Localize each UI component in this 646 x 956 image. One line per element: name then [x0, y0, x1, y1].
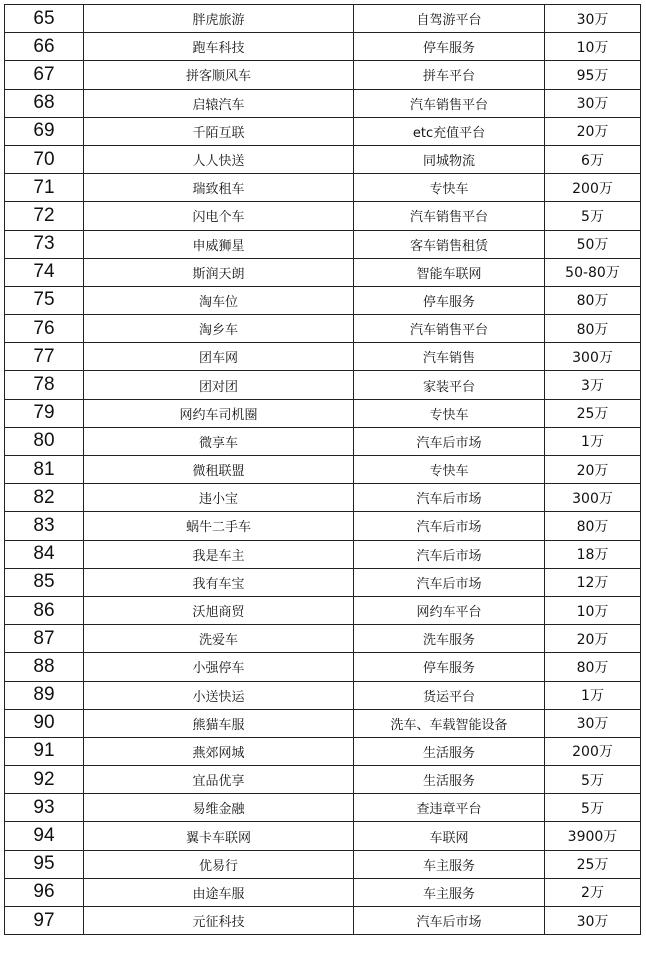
table-row — [5, 681, 641, 709]
table-row — [5, 61, 641, 89]
row-number-cell: 69 — [5, 117, 84, 145]
company-name-cell: 小送快运 — [84, 681, 354, 709]
table-row — [5, 117, 641, 145]
table-row — [5, 371, 641, 399]
category-cell: 同城物流 — [354, 145, 545, 173]
table-row — [5, 258, 641, 286]
category-cell: 汽车后市场 — [354, 512, 545, 540]
table-row — [5, 878, 641, 906]
category-cell: 客车销售租赁 — [354, 230, 545, 258]
company-name-cell: 千陌互联 — [84, 117, 354, 145]
row-number-cell: 82 — [5, 484, 84, 512]
row-number-cell: 81 — [5, 456, 84, 484]
amount-cell: 50万 — [545, 230, 641, 258]
company-name-cell: 翼卡车联网 — [84, 822, 354, 850]
table-row — [5, 907, 641, 935]
row-number-cell: 66 — [5, 33, 84, 61]
category-cell: 汽车后市场 — [354, 540, 545, 568]
table-row — [5, 596, 641, 624]
row-number-cell: 74 — [5, 258, 84, 286]
table-row — [5, 568, 641, 596]
row-number-cell: 78 — [5, 371, 84, 399]
category-cell: 车联网 — [354, 822, 545, 850]
row-number-cell: 94 — [5, 822, 84, 850]
category-cell: 汽车销售平台 — [354, 315, 545, 343]
row-number-cell: 79 — [5, 399, 84, 427]
amount-cell: 5万 — [545, 794, 641, 822]
category-cell: 停车服务 — [354, 653, 545, 681]
table-row — [5, 512, 641, 540]
row-number-cell: 96 — [5, 878, 84, 906]
amount-cell: 3900万 — [545, 822, 641, 850]
row-number-cell: 77 — [5, 343, 84, 371]
amount-cell: 10万 — [545, 33, 641, 61]
company-name-cell: 瑞致租车 — [84, 174, 354, 202]
category-cell: 生活服务 — [354, 737, 545, 765]
table-row — [5, 484, 641, 512]
table-row — [5, 145, 641, 173]
amount-cell: 80万 — [545, 315, 641, 343]
amount-cell: 20万 — [545, 625, 641, 653]
amount-cell: 25万 — [545, 850, 641, 878]
amount-cell: 20万 — [545, 117, 641, 145]
table-row — [5, 33, 641, 61]
row-number-cell: 80 — [5, 427, 84, 455]
row-number-cell: 88 — [5, 653, 84, 681]
table-row — [5, 709, 641, 737]
company-name-cell: 我是车主 — [84, 540, 354, 568]
row-number-cell: 86 — [5, 596, 84, 624]
row-number-cell: 91 — [5, 737, 84, 765]
row-number-cell: 89 — [5, 681, 84, 709]
company-name-cell: 洗爱车 — [84, 625, 354, 653]
company-name-cell: 燕郊网城 — [84, 737, 354, 765]
amount-cell: 80万 — [545, 286, 641, 314]
category-cell: 洗车、车载智能设备 — [354, 709, 545, 737]
amount-cell: 6万 — [545, 145, 641, 173]
company-name-cell: 启辕汽车 — [84, 89, 354, 117]
amount-cell: 5万 — [545, 766, 641, 794]
table-row — [5, 174, 641, 202]
category-cell: 专快车 — [354, 174, 545, 202]
company-name-cell: 由途车服 — [84, 878, 354, 906]
company-name-cell: 我有车宝 — [84, 568, 354, 596]
amount-cell: 18万 — [545, 540, 641, 568]
table-row — [5, 794, 641, 822]
amount-cell: 12万 — [545, 568, 641, 596]
amount-cell: 1万 — [545, 427, 641, 455]
category-cell: 专快车 — [354, 399, 545, 427]
category-cell: 查违章平台 — [354, 794, 545, 822]
amount-cell: 50-80万 — [545, 258, 641, 286]
row-number-cell: 87 — [5, 625, 84, 653]
category-cell: 自驾游平台 — [354, 5, 545, 33]
table-row — [5, 315, 641, 343]
company-name-cell: 易维金融 — [84, 794, 354, 822]
category-cell: 网约车平台 — [354, 596, 545, 624]
category-cell: 停车服务 — [354, 286, 545, 314]
category-cell: 汽车后市场 — [354, 568, 545, 596]
row-number-cell: 84 — [5, 540, 84, 568]
company-name-cell: 沃旭商贸 — [84, 596, 354, 624]
category-cell: 汽车后市场 — [354, 484, 545, 512]
category-cell: 停车服务 — [354, 33, 545, 61]
row-number-cell: 65 — [5, 5, 84, 33]
amount-cell: 25万 — [545, 399, 641, 427]
amount-cell: 2万 — [545, 878, 641, 906]
category-cell: 汽车后市场 — [354, 427, 545, 455]
company-name-cell: 跑车科技 — [84, 33, 354, 61]
amount-cell: 95万 — [545, 61, 641, 89]
table-row — [5, 343, 641, 371]
row-number-cell: 90 — [5, 709, 84, 737]
row-number-cell: 85 — [5, 568, 84, 596]
table-row — [5, 850, 641, 878]
company-name-cell: 团车网 — [84, 343, 354, 371]
amount-cell: 300万 — [545, 484, 641, 512]
category-cell: 车主服务 — [354, 878, 545, 906]
table-row — [5, 286, 641, 314]
row-number-cell: 70 — [5, 145, 84, 173]
row-number-cell: 73 — [5, 230, 84, 258]
company-name-cell: 宜品优享 — [84, 766, 354, 794]
company-name-cell: 胖虎旅游 — [84, 5, 354, 33]
amount-cell: 200万 — [545, 174, 641, 202]
company-name-cell: 小强停车 — [84, 653, 354, 681]
company-name-cell: 闪电个车 — [84, 202, 354, 230]
company-name-cell: 优易行 — [84, 850, 354, 878]
amount-cell: 30万 — [545, 89, 641, 117]
table-row — [5, 399, 641, 427]
table-row — [5, 625, 641, 653]
company-name-cell: 微租联盟 — [84, 456, 354, 484]
row-number-cell: 72 — [5, 202, 84, 230]
company-name-cell: 申威狮星 — [84, 230, 354, 258]
table-row — [5, 230, 641, 258]
row-number-cell: 97 — [5, 907, 84, 935]
company-name-cell: 违小宝 — [84, 484, 354, 512]
category-cell: 货运平台 — [354, 681, 545, 709]
table-row — [5, 822, 641, 850]
category-cell: 汽车后市场 — [354, 907, 545, 935]
company-name-cell: 人人快送 — [84, 145, 354, 173]
row-number-cell: 93 — [5, 794, 84, 822]
category-cell: 汽车销售 — [354, 343, 545, 371]
row-number-cell: 75 — [5, 286, 84, 314]
table-row — [5, 766, 641, 794]
amount-cell: 5万 — [545, 202, 641, 230]
amount-cell: 200万 — [545, 737, 641, 765]
row-number-cell: 68 — [5, 89, 84, 117]
company-name-cell: 元征科技 — [84, 907, 354, 935]
amount-cell: 3万 — [545, 371, 641, 399]
amount-cell: 10万 — [545, 596, 641, 624]
amount-cell: 80万 — [545, 512, 641, 540]
company-name-cell: 团对团 — [84, 371, 354, 399]
category-cell: 生活服务 — [354, 766, 545, 794]
table-row — [5, 5, 641, 33]
table-row — [5, 89, 641, 117]
amount-cell: 30万 — [545, 907, 641, 935]
company-name-cell: 斯润天朗 — [84, 258, 354, 286]
amount-cell: 1万 — [545, 681, 641, 709]
category-cell: 拼车平台 — [354, 61, 545, 89]
company-name-cell: 蜗牛二手车 — [84, 512, 354, 540]
data-table-container — [4, 4, 640, 935]
table-row — [5, 653, 641, 681]
category-cell: 汽车销售平台 — [354, 89, 545, 117]
category-cell: 洗车服务 — [354, 625, 545, 653]
company-name-cell: 微享车 — [84, 427, 354, 455]
row-number-cell: 95 — [5, 850, 84, 878]
amount-cell: 20万 — [545, 456, 641, 484]
amount-cell: 300万 — [545, 343, 641, 371]
company-name-cell: 网约车司机圈 — [84, 399, 354, 427]
company-name-cell: 淘乡车 — [84, 315, 354, 343]
table-row — [5, 540, 641, 568]
company-name-cell: 拼客顺风车 — [84, 61, 354, 89]
company-name-cell: 淘车位 — [84, 286, 354, 314]
category-cell: etc充值平台 — [354, 117, 545, 145]
table-row — [5, 737, 641, 765]
category-cell: 专快车 — [354, 456, 545, 484]
row-number-cell: 92 — [5, 766, 84, 794]
amount-cell: 80万 — [545, 653, 641, 681]
table-body — [5, 5, 641, 935]
category-cell: 汽车销售平台 — [354, 202, 545, 230]
row-number-cell: 67 — [5, 61, 84, 89]
data-table — [4, 4, 641, 935]
amount-cell: 30万 — [545, 709, 641, 737]
row-number-cell: 83 — [5, 512, 84, 540]
category-cell: 车主服务 — [354, 850, 545, 878]
row-number-cell: 71 — [5, 174, 84, 202]
table-row — [5, 202, 641, 230]
row-number-cell: 76 — [5, 315, 84, 343]
category-cell: 家装平台 — [354, 371, 545, 399]
table-row — [5, 456, 641, 484]
table-row — [5, 427, 641, 455]
company-name-cell: 熊猫车服 — [84, 709, 354, 737]
category-cell: 智能车联网 — [354, 258, 545, 286]
amount-cell: 30万 — [545, 5, 641, 33]
